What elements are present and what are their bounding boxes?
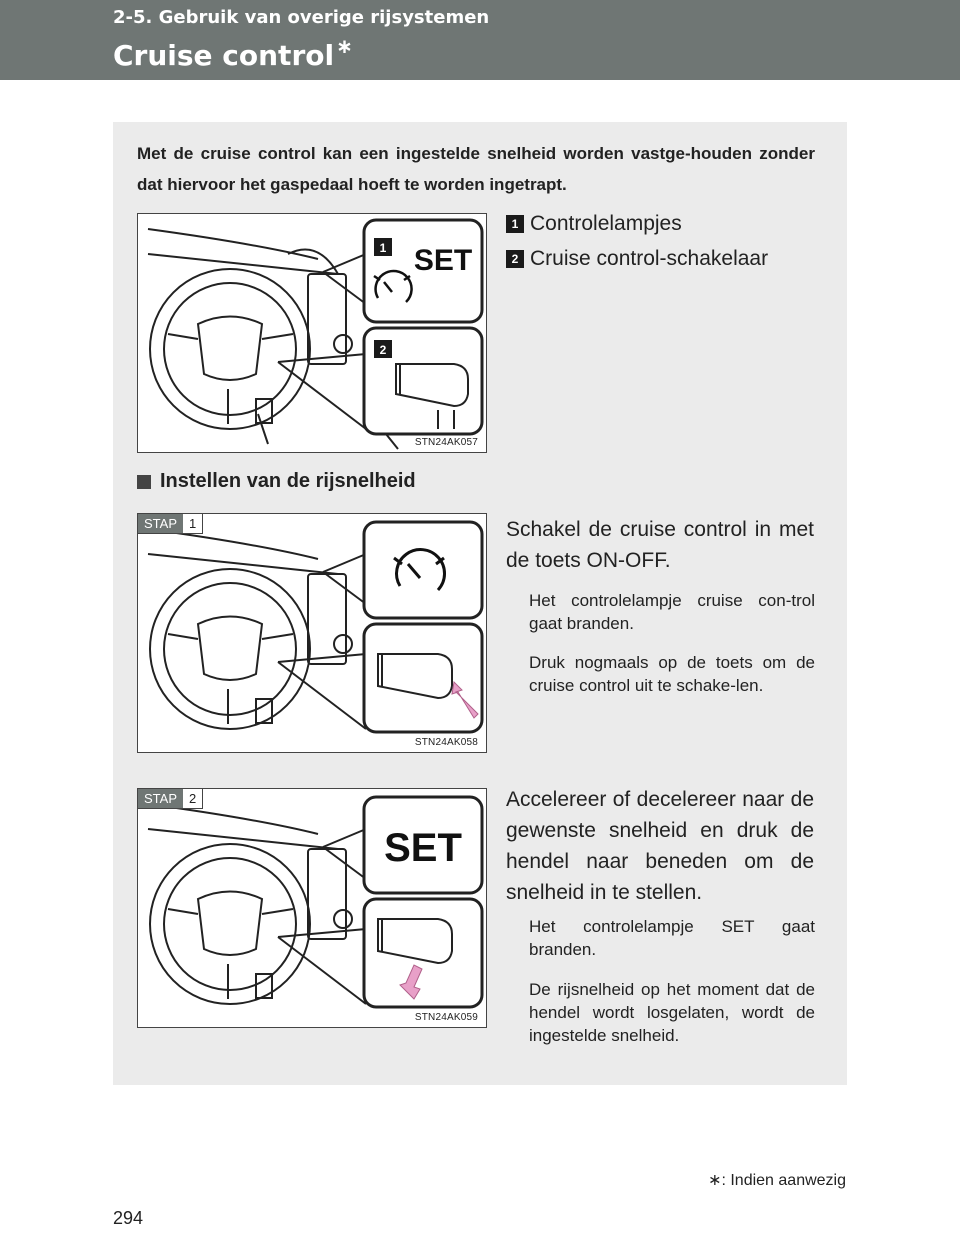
figure-dashboard-overview (137, 213, 487, 453)
subheading (137, 470, 416, 493)
page-number: 294 (113, 1208, 144, 1228)
subheading-text: Instellen van de rijsnelheid (160, 470, 416, 492)
step-label-number: 2 (183, 789, 202, 808)
step-1-note-2: Druk nogmaals op de toets om de cruise control uit te schake-len. (529, 653, 815, 695)
step-2-instruction: Accelereer of decelereer naar de gewenste snelheid en druk de hendel naar beneden om de snelheid in te stellen. (506, 788, 814, 904)
page-header (0, 0, 960, 80)
figure-step-1 (137, 513, 487, 753)
step-1-illustration (138, 514, 487, 753)
legend-label-2: Cruise control-schakelaar (530, 247, 769, 270)
bullet-square-icon (137, 475, 151, 489)
footnote (708, 1170, 846, 1190)
step-2-note-1: Het controlelampje SET gaat branden. (529, 917, 815, 959)
section-title: 2-5. Gebruik van overige rijsystemen (113, 7, 490, 28)
intro-paragraph: Met de cruise control kan een ingestelde snelheid worden vastge-houden zonder dat hiervoor het gaspedaal hoeft te worden ingetrapt. (137, 144, 815, 194)
step-1-instruction: Schakel de cruise control in met de toets ON-OFF. (506, 518, 814, 572)
step-2-note-2: De rijsnelheid op het moment dat de hendel wordt losgelaten, wordt de ingestelde snelheid. (529, 980, 815, 1045)
step-label-number: 1 (183, 514, 202, 533)
svg-text:2: 2 (379, 343, 387, 357)
set-indicator-text: SET (384, 826, 462, 870)
step-label-1 (138, 514, 203, 534)
legend-label-1: Controlelampjes (530, 212, 682, 235)
figure-step-2 (137, 788, 487, 1028)
legend-badge-2: 2 (506, 250, 524, 268)
figure-code: STN24AK058 (414, 737, 478, 748)
legend-item-1 (506, 212, 682, 236)
page-title (113, 34, 353, 72)
set-indicator-text: SET (413, 244, 473, 277)
step-label-2 (138, 789, 203, 809)
footnote-asterisk: ∗ (708, 1172, 722, 1189)
dashboard-illustration (138, 214, 487, 453)
step-label-text: STAP (138, 514, 183, 533)
title-text: Cruise control (113, 39, 335, 72)
footnote-text: : Indien aanwezig (721, 1172, 846, 1189)
step-1-note-1: Het controlelampje cruise con-trol gaat branden. (529, 591, 815, 633)
figure-code: STN24AK059 (414, 1012, 478, 1023)
title-asterisk: ∗ (336, 34, 353, 58)
legend-badge-1: 1 (506, 215, 524, 233)
legend-item-2 (506, 247, 768, 271)
figure-code: STN24AK057 (414, 437, 478, 448)
svg-text:1: 1 (379, 241, 387, 255)
step-label-text: STAP (138, 789, 183, 808)
step-2-illustration (138, 789, 487, 1028)
